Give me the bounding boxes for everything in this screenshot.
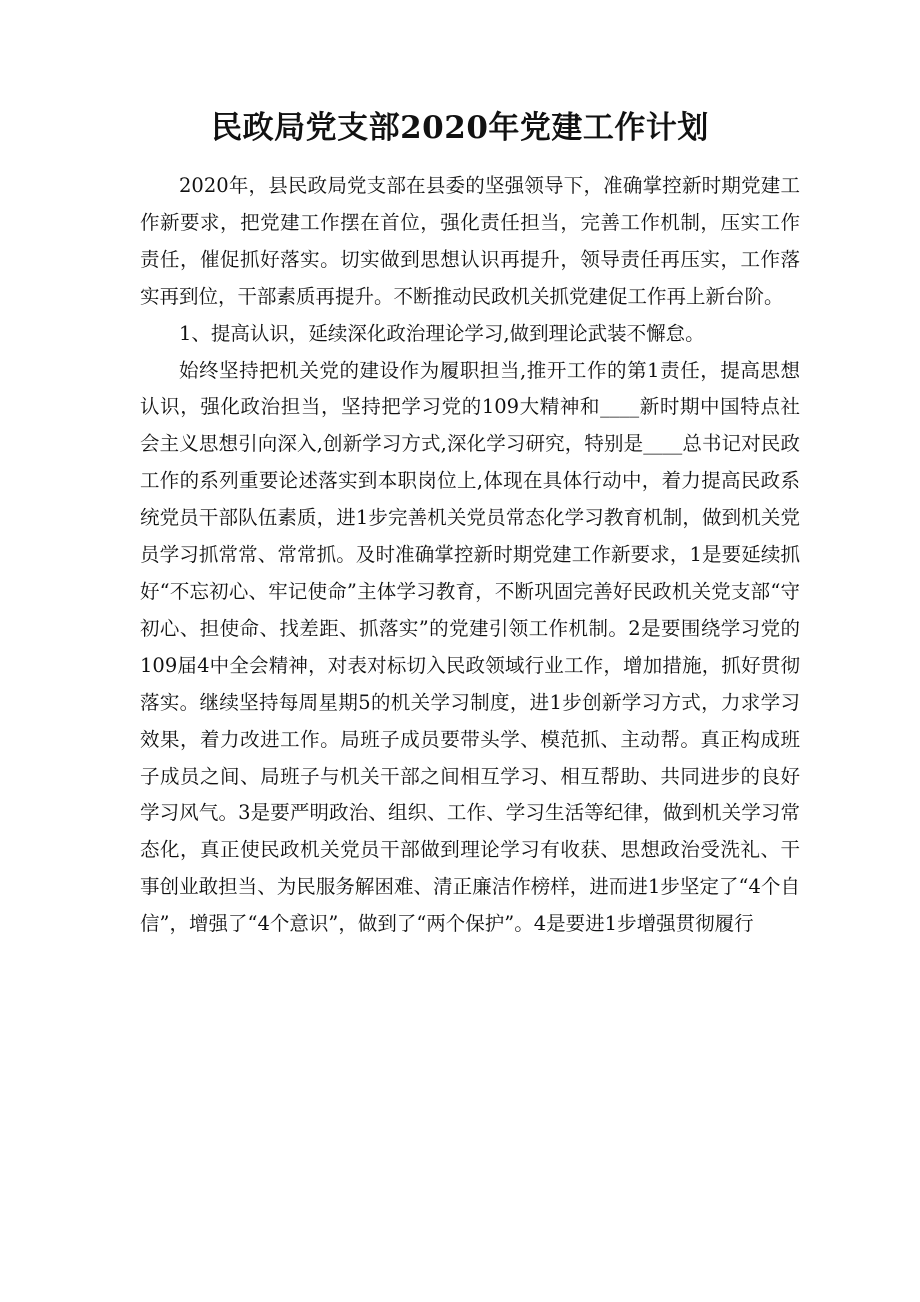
document-title: 民政局党支部2020年党建工作计划: [211, 110, 709, 146]
intro-paragraph: 2020年，县民政局党支部在县委的坚强领导下，准确掌控新时期党建工作新要求，把党建工作摆在首位，强化责任担当，完善工作机制，压实工作责任，催促抓好落实。切实做到思想认识再提升，领导责任再压实，工作落实再到位，干部素质再提升。不断推动民政机关抓党建促工作再上新台阶。: [140, 174, 800, 308]
document-body: [140, 168, 800, 943]
section-1-paragraph: 始终坚持把机关党的建设作为履职担当,推开工作的第1责任，提高思想认识，强化政治担当，坚持把学习党的109大精神和____新时期中国特点社会主义思想引向深入,创新学习方式,深化学习研究，特别是____总书记对民政工作的系列重要论述落实到本职岗位上,体现在具体行动中，着力提高民政系统党员干部队伍素质，进1步完善机关党员常态化学习教育机制，做到机关党员学习抓常常、常常抓。及时准确掌控新时期党建工作新要求，1是要延续抓好“不忘初心、牢记使命”主体学习教育，不断巩固完善好民政机关党支部“守初心、担使命、找差距、抓落实”的党建引领工作机制。2是要围绕学习党的109届4中全会精神，对表对标切入民政领域行业工作，增加措施，抓好贯彻落实。继续坚持每周星期5的机关学习制度，进1步创新学习方式，力求学习效果，着力改进工作。局班子成员要带头学、模范抓、主动帮。真正构成班子成员之间、局班子与机关干部之间相互学习、相互帮助、共同进步的良好学习风气。3是要严明政治、组织、工作、学习生活等纪律，做到机关学习常态化，真正使民政机关党员干部做到理论学习有收获、思想政治受洗礼、干事创业敢担当、为民服务解困难、清正廉洁作榜样，进而进1步坚定了“4个自信”，增强了“4个意识”，做到了“两个保护”。4是要进1步增强贯彻履行: [140, 358, 800, 936]
section-heading-1: 1、提高认识，延续深化政治理论学习,做到理论武装不懈怠。: [179, 321, 705, 345]
